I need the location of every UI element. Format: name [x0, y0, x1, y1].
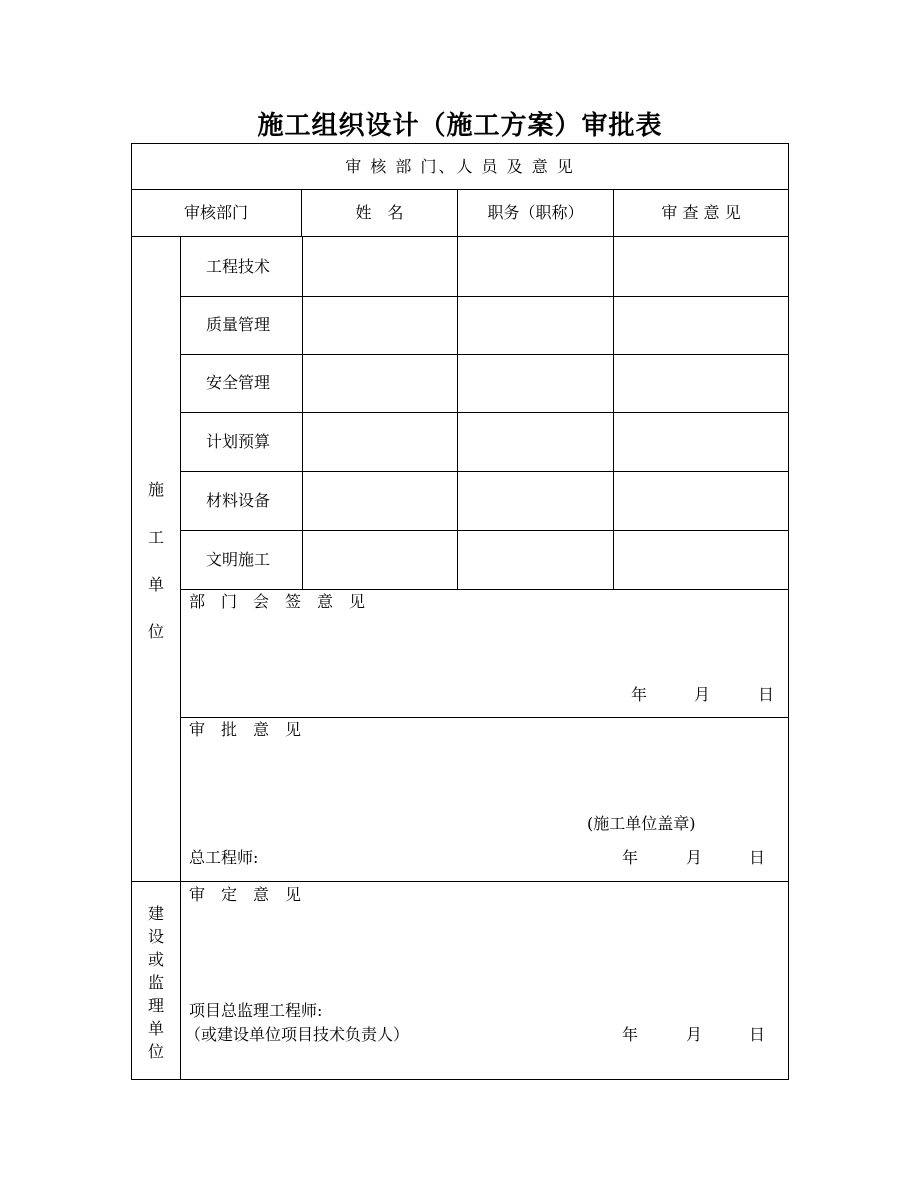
divider: [180, 717, 789, 718]
approval-label: 审 批 意 见: [189, 720, 302, 739]
countersign-year: 年: [631, 685, 648, 704]
divider: [180, 412, 789, 413]
label-char: 理: [147, 996, 164, 1015]
label-char: 单: [147, 575, 164, 594]
department-row-label: 工程技术: [206, 257, 271, 276]
approval-month: 月: [686, 848, 703, 867]
divider: [180, 354, 789, 355]
determination-label: 审 定 意 见: [189, 885, 302, 904]
label-char: 位: [147, 1042, 164, 1061]
label-char: 施: [147, 480, 164, 499]
border-right: [788, 143, 789, 1080]
department-row-label: 安全管理: [206, 373, 271, 392]
border-top: [131, 143, 789, 144]
column-header-name: 姓 名: [355, 203, 404, 222]
chief-engineer-label: 总工程师:: [189, 848, 259, 867]
label-char: 监: [147, 973, 164, 992]
countersign-day: 日: [758, 685, 775, 704]
divider: [180, 296, 789, 297]
column-header-opinion: 审 查 意 见: [661, 203, 741, 222]
label-char: 工: [147, 528, 164, 547]
department-row-label: 材料设备: [206, 491, 271, 510]
divider: [180, 530, 789, 531]
column-header-position: 职务（职称）: [487, 203, 584, 222]
border-bottom: [131, 1079, 789, 1080]
label-char: 位: [147, 622, 164, 641]
department-row-label: 计划预算: [206, 432, 271, 451]
column-header-department: 审核部门: [183, 203, 248, 222]
determination-year: 年: [622, 1025, 639, 1044]
divider: [131, 236, 789, 237]
chief-supervisor-label: 项目总监理工程师:: [189, 1001, 323, 1020]
approval-day: 日: [749, 848, 766, 867]
tech-lead-note: （或建设单位项目技术负责人）: [185, 1025, 410, 1044]
determination-month: 月: [686, 1025, 703, 1044]
label-char: 单: [147, 1019, 164, 1038]
divider: [302, 236, 303, 590]
countersign-label: 部 门 会 签 意 见: [189, 592, 366, 611]
divider: [180, 589, 789, 590]
department-row-label: 质量管理: [206, 315, 271, 334]
label-char: 建: [147, 904, 164, 923]
determination-day: 日: [749, 1025, 766, 1044]
divider: [131, 881, 789, 882]
countersign-month: 月: [694, 685, 711, 704]
divider: [180, 236, 181, 1080]
form-title: 施工组织设计（施工方案）审批表: [257, 111, 663, 141]
divider: [613, 189, 614, 590]
divider: [131, 189, 789, 190]
label-char: 或: [147, 950, 164, 969]
label-char: 设: [147, 927, 164, 946]
divider: [180, 471, 789, 472]
border-left: [131, 143, 132, 1080]
section-header: 审 核 部 门、人 员 及 意 见: [345, 157, 575, 176]
divider: [457, 189, 458, 590]
department-row-label: 文明施工: [206, 550, 271, 569]
seal-note: (施工单位盖章): [587, 814, 696, 833]
approval-year: 年: [622, 848, 639, 867]
